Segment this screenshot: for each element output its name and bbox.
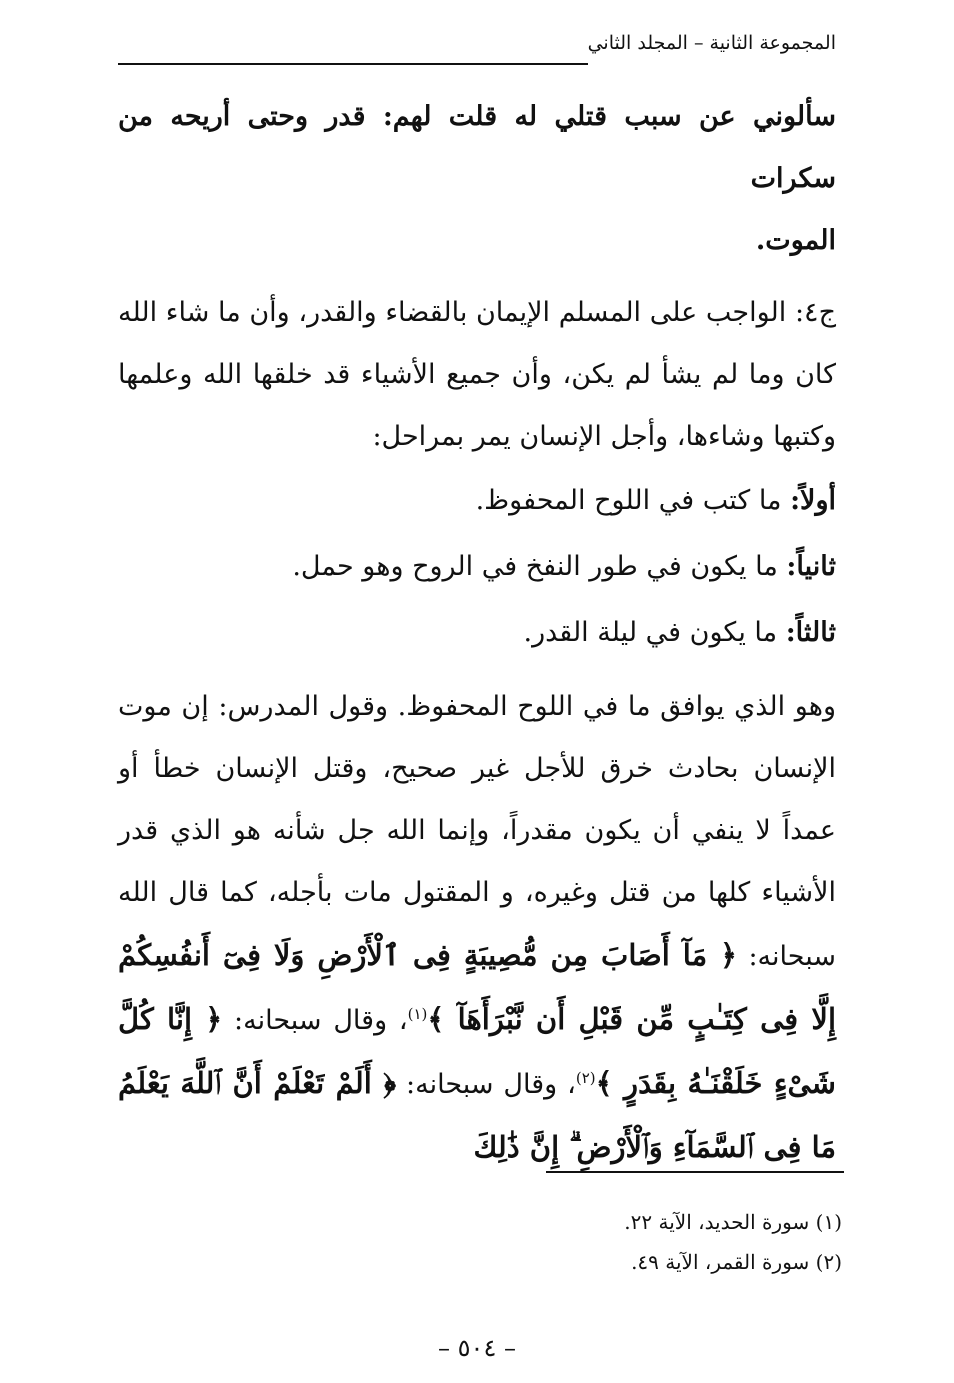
stage-text-3: ما يكون في ليلة القدر.: [523, 617, 786, 648]
question-line-1: سألوني عن سبب قتلي له قلت لهم: قدر وحتى أريحه من سكرات: [118, 101, 836, 194]
footnote-2: (٢) سورة القمر، الآية ٤٩.: [631, 1250, 842, 1274]
answer-paragraph: ج٤: الواجب على المسلم الإيمان بالقضاء والقدر، وأن ما شاء الله كان وما لم يشأ لم يكن، وأن جميع الأشياء قد خلقها الله وعلمها وكتبها وشاءها، وأجل الإنسان يمر بمراحل:: [118, 297, 836, 452]
footnotes: [122, 1202, 842, 1282]
explanation-paragraph: [118, 676, 836, 1180]
footnote-ref-2: (٢): [575, 1069, 596, 1087]
stage-item-1: [118, 468, 836, 534]
stage-item-3: [118, 600, 836, 666]
stage-item-2: [118, 534, 836, 600]
stage-text-2: ما يكون في طور النفخ في الروح وهو حمل.: [292, 551, 787, 582]
header-rule: [118, 63, 588, 65]
stage-lead-1: أولاً:: [790, 485, 836, 516]
question-line-2: الموت.: [755, 225, 836, 256]
footnote-rule: [546, 1171, 844, 1173]
quran-verse-1: ﴿ مَآ أَصَابَ مِن مُّصِيبَةٍ فِى ٱلْأَرْضِ وَلَا فِىٓ أَنفُسِكُمْ إِلَّا فِى كِتَـٰبٍ مِّن قَبْلِ أَن نَّبْرَأَهَآ ﴾: [118, 938, 837, 1036]
explanation-text: وهو الذي يوافق ما في اللوح المحفوظ. وقول المدرس: إن موت الإنسان بحادث خرق للأجل غير صحيح، وقتل الإنسان خطأ أو عمداً لا ينفي أن يكون مقدراً، وإنما الله جل شأنه هو الذي قدر الأشياء كلها من قتل وغيره، و المقتول مات بأجله، كما قال الله سبحانه:: [118, 691, 836, 972]
running-header: المجموعة الثانية – المجلد الثاني: [587, 32, 836, 54]
quran-verse-3: ﴿ أَلَمْ تَعْلَمْ أَنَّ ٱللَّهَ يَعْلَمُ مَا فِى ٱلسَّمَآءِ وَٱلْأَرْضِ ۗ إِنَّ ذَٰلِكَ: [118, 1066, 836, 1164]
stage-text-1: ما كتب في اللوح المحفوظ.: [475, 485, 791, 516]
footnote-1: (١) سورة الحديد، الآية ٢٢.: [624, 1210, 842, 1234]
page-number: – ٥٠٤ –: [438, 1334, 516, 1362]
main-text: [118, 86, 836, 1180]
connector-1: ، وقال سبحانه:: [222, 1005, 408, 1036]
quran-verse-2: ﴿ إِنَّا كُلَّ شَىْءٍ خَلَقْنَـٰهُ بِقَدَرٍ ﴾: [118, 1002, 836, 1100]
connector-2: ، وقال سبحانه:: [396, 1069, 576, 1100]
stage-lead-2: ثانياً:: [786, 551, 836, 582]
footnote-ref-1: (١): [407, 1005, 428, 1023]
stage-lead-3: ثالثاً:: [785, 617, 836, 648]
